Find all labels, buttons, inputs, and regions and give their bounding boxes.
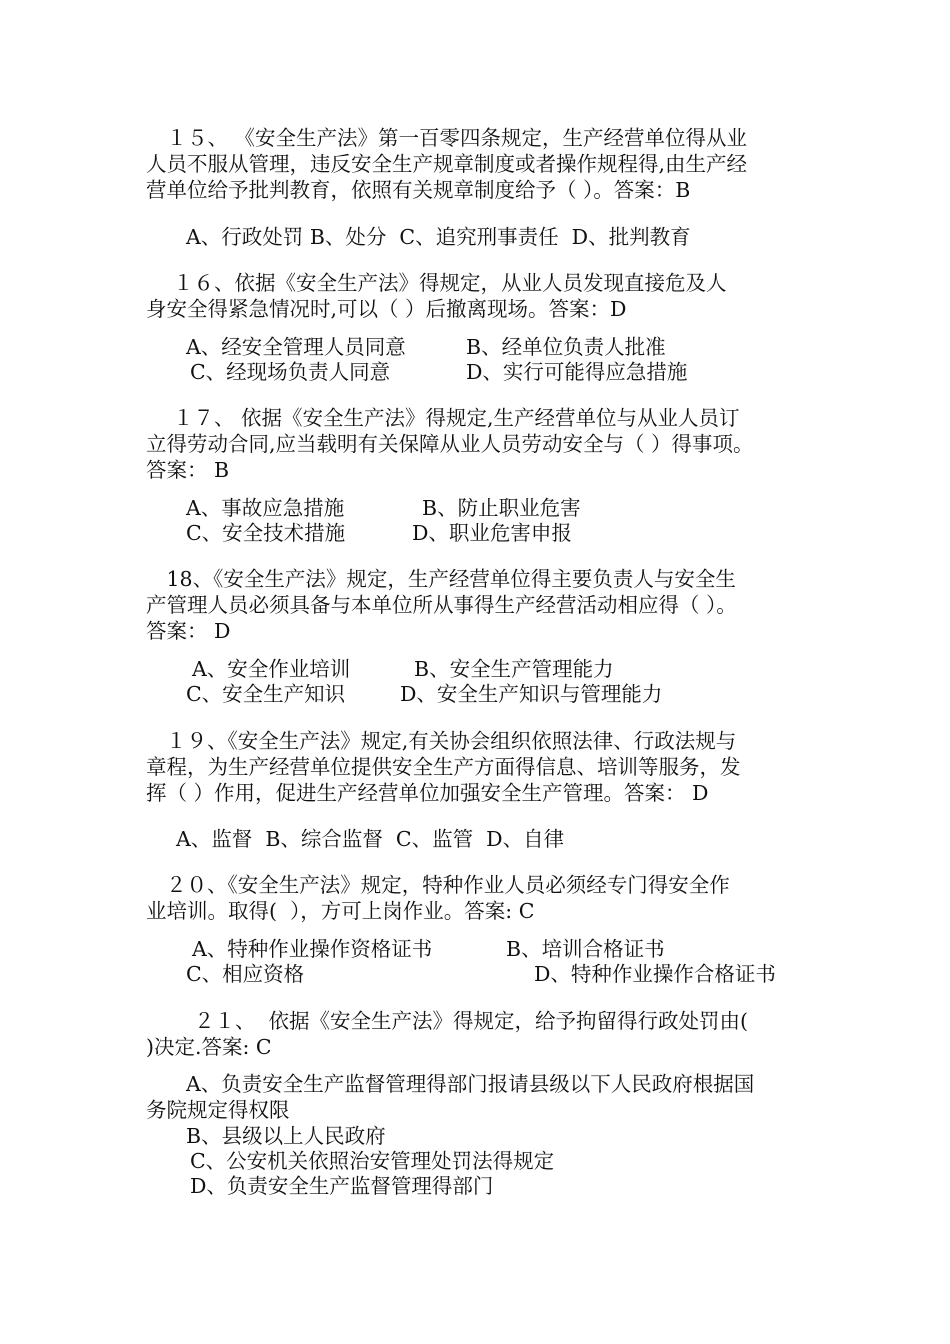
question-19-options: A、监督 B、综合监督 C、监管 D、自律 <box>176 827 565 851</box>
question-19-line-1: １９、《安全生产法》规定,有关协会组织依照法律、行政法规与 <box>166 729 737 753</box>
question-17-option-c: C、安全技术措施 <box>186 521 346 545</box>
question-18-option-a: A、安全作业培训 <box>192 657 351 681</box>
question-16-option-a: A、经安全管理人员同意 <box>186 335 406 359</box>
question-18-line-3: 答案： D <box>146 619 231 643</box>
question-17-option-a: A、事故应急措施 <box>186 496 345 520</box>
question-17-line-1: １７、 依据《安全生产法》得规定,生产经营单位与从业人员订 <box>146 406 740 430</box>
question-16-line-2: 身安全得紧急情况时,可以（ ）后撤离现场。答案：D <box>146 297 627 321</box>
question-16-option-c: C、经现场负责人同意 <box>190 360 391 384</box>
question-17-option-b: B、防止职业危害 <box>422 496 581 520</box>
question-17-option-d: D、职业危害申报 <box>412 521 572 545</box>
question-21-option-a-line-2: 务院规定得权限 <box>146 1098 290 1122</box>
question-20-line-1: ２０、《安全生产法》规定，特种作业人员必须经专门得安全作 <box>166 873 730 897</box>
question-19-line-3: 挥（ ）作用，促进生产经营单位加强安全生产管理。答案： D <box>146 781 709 805</box>
question-16-option-d: D、实行可能得应急措施 <box>466 360 688 384</box>
question-18-option-d: D、安全生产知识与管理能力 <box>400 682 663 706</box>
question-15-line-1: １５、 《安全生产法》第一百零四条规定，生产经营单位得从业 <box>146 126 748 150</box>
question-20-option-d: D、特种作业操作合格证书 <box>534 962 776 986</box>
question-15-line-3: 营单位给予批判教育，依照有关规章制度给予（ ）。答案：B <box>146 178 691 202</box>
question-18-option-c: C、安全生产知识 <box>186 682 346 706</box>
question-19-line-2: 章程，为生产经营单位提供安全生产方面得信息、培训等服务，发 <box>146 755 741 779</box>
question-20-option-a: A、特种作业操作资格证书 <box>192 937 433 961</box>
question-15-line-2: 人员不服从管理，违反安全生产规章制度或者操作规程得,由生产经 <box>146 152 748 176</box>
question-21-line-1: ２１、 依据《安全生产法》得规定，给予拘留得行政处罚由( <box>194 1009 749 1033</box>
question-18-option-b: B、安全生产管理能力 <box>414 657 614 681</box>
question-18-line-2: 产管理人员必须具备与本单位所从事得生产经营活动相应得（ ）。 <box>146 593 737 617</box>
question-21-line-2: )决定.答案: C <box>146 1035 272 1059</box>
question-16-option-b: B、经单位负责人批准 <box>466 335 666 359</box>
question-18-line-1: 18、《安全生产法》规定，生产经营单位得主要负责人与安全生 <box>146 567 736 591</box>
question-17-line-3: 答案： B <box>146 458 230 482</box>
question-20-line-2: 业培训。取得( ），方可上岗作业。答案: C <box>146 899 535 923</box>
question-21-option-b: B、县级以上人民政府 <box>186 1124 386 1148</box>
question-16-line-1: １６、依据《安全生产法》得规定，从业人员发现直接危及人 <box>146 271 727 295</box>
question-17-line-2: 立得劳动合同,应当载明有关保障从业人员劳动安全与（ ）得事项。 <box>146 432 754 456</box>
question-20-option-b: B、培训合格证书 <box>506 937 665 961</box>
question-20-option-c: C、相应资格 <box>186 962 305 986</box>
question-15-options: A、行政处罚 B、处分 C、追究刑事责任 D、批判教育 <box>186 225 691 249</box>
question-21-option-c: C、公安机关依照治安管理处罚法得规定 <box>190 1149 555 1173</box>
question-21-option-d: D、负责安全生产监督管理得部门 <box>190 1174 494 1198</box>
question-21-option-a-line-1: A、负责安全生产监督管理得部门报请县级以下人民政府根据国 <box>186 1072 755 1096</box>
